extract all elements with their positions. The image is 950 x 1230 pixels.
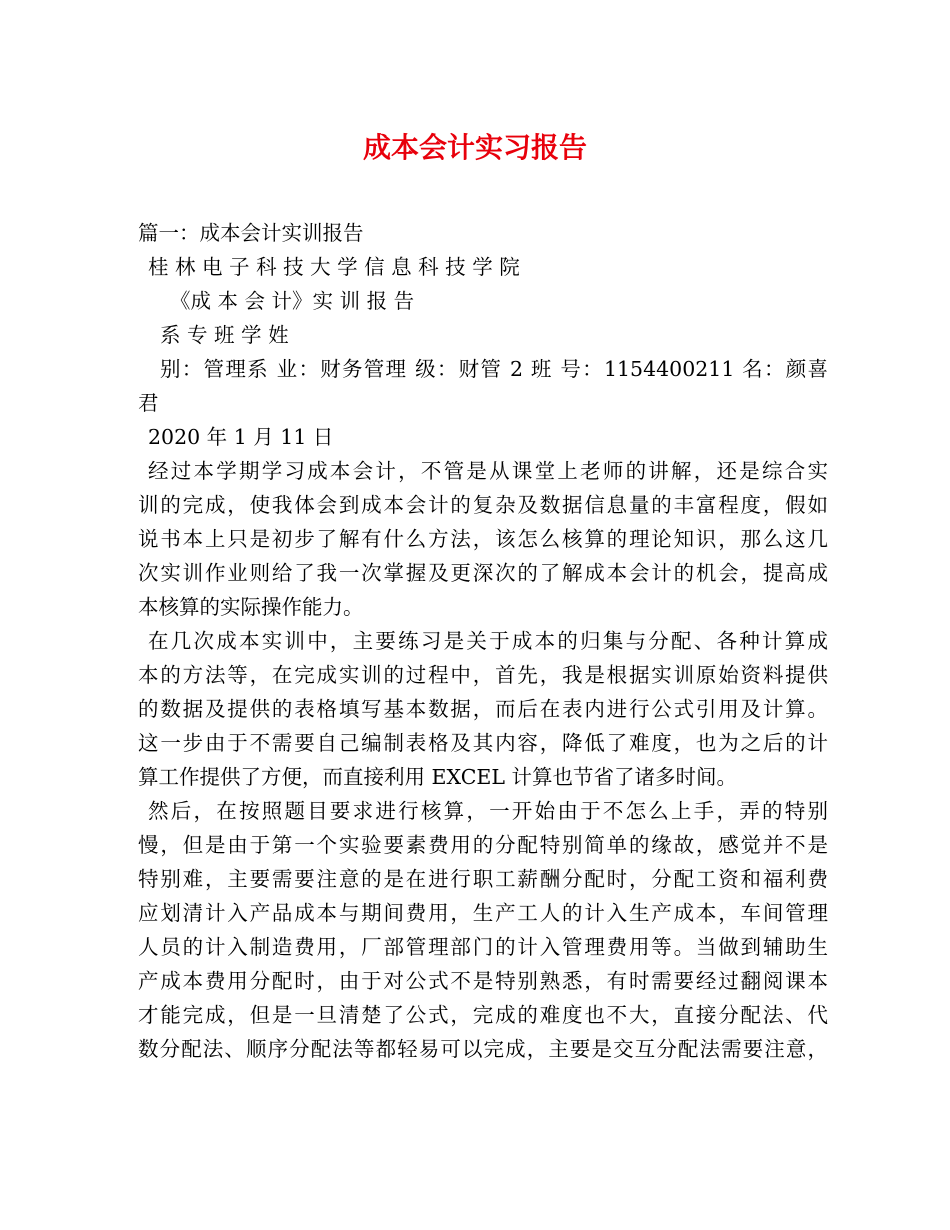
paragraph-line: 经过本学期学习成本会计，不管是从课堂上老师的讲解，还是综合实 <box>148 459 828 483</box>
document-body <box>138 216 828 1066</box>
text-line: 篇一：成本会计实训报告 <box>138 221 364 245</box>
text-line: 桂 林 电 子 科 技 大 学 信 息 科 技 学 院 <box>148 255 520 279</box>
paragraph-line: 训的完成，使我体会到成本会计的复杂及数据信息量的丰富程度，假如 <box>138 493 828 517</box>
text-line: 君 <box>138 391 159 415</box>
document-title: 成本会计实习报告 <box>362 131 587 164</box>
paragraph-line: 人员的计入制造费用，厂部管理部门的计入管理费用等。当做到辅助生 <box>138 935 828 959</box>
paragraph-line: 才能完成，但是一旦清楚了公式，完成的难度也不大，直接分配法、代 <box>138 1003 828 1027</box>
text-line: 系 专 班 学 姓 <box>160 323 289 347</box>
paragraph-line: 特别难，主要需要注意的是在进行职工薪酬分配时，分配工资和福利费 <box>138 867 828 891</box>
text-line: 2020 年 1 月 11 日 <box>148 425 334 449</box>
paragraph-line: 算工作提供了方便，而直接利用 EXCEL 计算也节省了诸多时间。 <box>138 765 737 789</box>
paragraph-line: 的数据及提供的表格填写基本数据，而后在表内进行公式引用及计算。 <box>138 697 828 721</box>
paragraph-line: 产成本费用分配时，由于对公式不是特别熟悉，有时需要经过翻阅课本 <box>138 969 828 993</box>
text-line: 别：管理系 业：财务管理 级：财管 2 班 号：1154400211 名：颜喜 <box>160 357 828 381</box>
paragraph-line: 这一步由于不需要自己编制表格及其内容，降低了难度，也为之后的计 <box>138 731 828 755</box>
paragraph-line: 本核算的实际操作能力。 <box>138 595 364 619</box>
paragraph-line: 说书本上只是初步了解有什么方法，该怎么核算的理论知识，那么这几 <box>138 527 828 551</box>
paragraph-line: 在几次成本实训中，主要练习是关于成本的归集与分配、各种计算成 <box>148 629 828 653</box>
paragraph-line: 然后，在按照题目要求进行核算，一开始由于不怎么上手，弄的特别 <box>148 799 828 823</box>
paragraph-line: 慢，但是由于第一个实验要素费用的分配特别简单的缘故，感觉并不是 <box>138 833 828 857</box>
text-line: 《成 本 会 计》实 训 报 告 <box>170 289 415 313</box>
paragraph-line: 次实训作业则给了我一次掌握及更深次的了解成本会计的机会，提高成 <box>138 561 828 585</box>
paragraph-line: 本的方法等，在完成实训的过程中，首先，我是根据实训原始资料提供 <box>138 663 828 687</box>
paragraph-line: 数分配法、顺序分配法等都轻易可以完成，主要是交互分配法需要注意， <box>138 1037 828 1061</box>
paragraph-line: 应划清计入产品成本与期间费用，生产工人的计入生产成本，车间管理 <box>138 901 828 925</box>
